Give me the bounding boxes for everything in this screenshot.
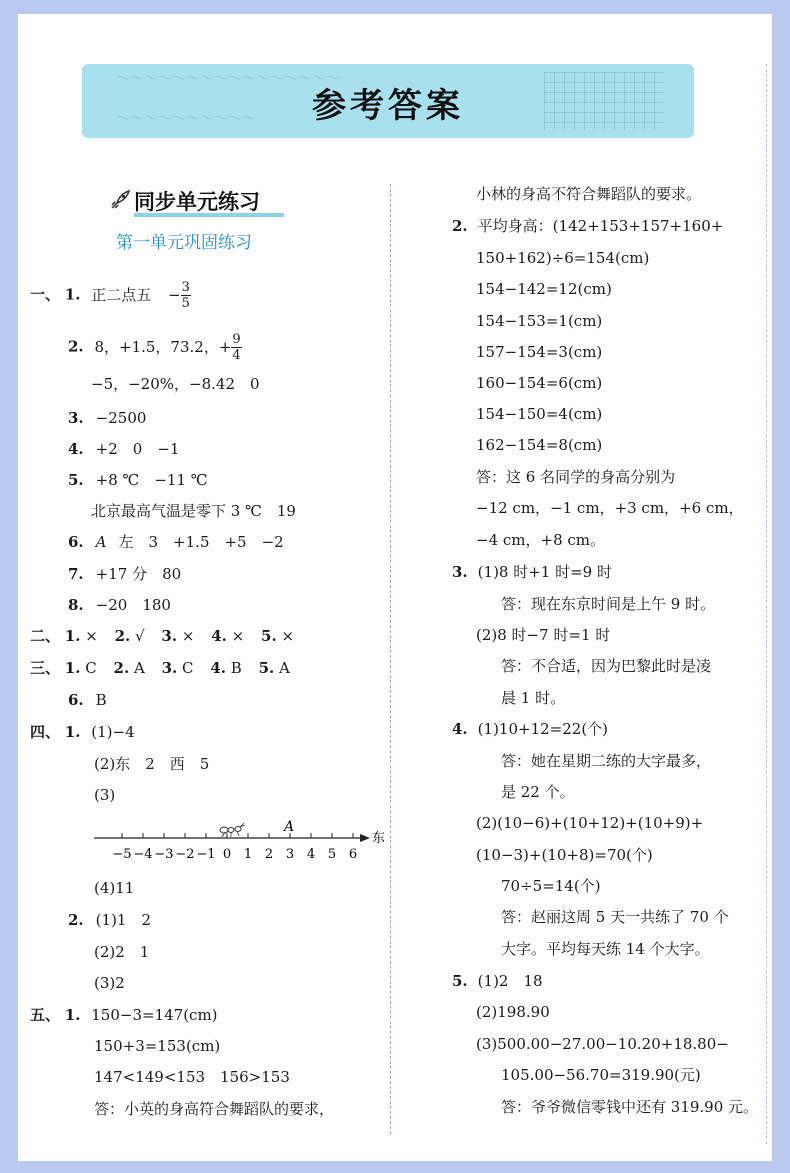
answer-line: −12 cm，−1 cm，+3 cm，+6 cm， <box>476 499 744 517</box>
q-yi-3 <box>68 408 146 428</box>
item-number: 2. <box>114 627 131 645</box>
answer-line: 154−142=12(cm) <box>476 280 612 298</box>
page-edge-line <box>766 64 767 1144</box>
fraction-denominator: 5 <box>181 296 190 311</box>
answer-choice: B <box>230 659 242 677</box>
answer-sign: − <box>168 285 181 304</box>
answer-line: (2)(10−6)+(10+12)+(10+9)+ <box>476 814 704 832</box>
part-er <box>30 626 294 646</box>
answer-line: 答：爷爷微信零钱中还有 319.90 元。 <box>501 1098 759 1116</box>
q-yi-6 <box>68 532 284 552</box>
answer-text: +2 0 −1 <box>95 440 180 458</box>
answer-line: 157−154=3(cm) <box>476 343 603 361</box>
answer-text: (1)−4 <box>91 723 135 741</box>
point-a-label: A <box>284 819 295 835</box>
answer-line: (3)500.00−27.00−10.20+18.80− <box>476 1035 729 1053</box>
answer-line: 154−150=4(cm) <box>476 405 603 423</box>
number-line-tick-label: −1 <box>196 847 216 862</box>
q-r4 <box>452 719 608 739</box>
item-number: 2. <box>113 659 130 677</box>
answer-line: 北京最高气温是零下 3 ℃ 19 <box>91 502 296 520</box>
answer-text: (1)8 时+1 时=9 时 <box>477 563 612 581</box>
answer-line: (3)2 <box>94 974 125 992</box>
answer-line: 70÷5=14(个) <box>501 877 601 895</box>
q-r3 <box>452 562 612 582</box>
answer-choice: A <box>133 659 145 677</box>
answer-mark: × <box>281 627 295 645</box>
item-number: 4. <box>452 720 468 738</box>
rocket-icon <box>108 188 132 212</box>
q-san-6 <box>68 690 107 710</box>
answer-text: 150−3=147(cm) <box>91 1006 218 1024</box>
item-number: 1. <box>64 627 81 645</box>
item-number: 3. <box>68 409 84 427</box>
q-r2 <box>452 216 723 236</box>
answer-mark: × <box>181 627 195 645</box>
q-yi-2 <box>68 332 242 363</box>
section-title-text: 同步单元练习 <box>134 190 260 214</box>
answer-line: (2)东 2 西 5 <box>94 755 210 773</box>
answer-line: 晨 1 时。 <box>501 689 566 707</box>
answer-line: 答：这 6 名同学的身高分别为 <box>476 468 676 486</box>
q-wu-1 <box>30 1005 218 1025</box>
answer-line: 大字。平均每天练 14 个大字。 <box>501 940 710 958</box>
number-line <box>92 819 386 868</box>
section-title <box>108 186 308 216</box>
item-number: 8. <box>68 596 84 614</box>
q-yi-1 <box>30 280 191 311</box>
number-line-tick-label: 2 <box>264 847 274 862</box>
number-line-tick-label: 6 <box>348 847 358 862</box>
direction-label: 东 <box>372 831 386 846</box>
part-label: 一、 <box>30 285 61 304</box>
answer-line: 105.00−56.70=319.90(元) <box>501 1066 701 1084</box>
fraction-denominator: 4 <box>232 348 241 363</box>
answer-choice: C <box>85 659 97 677</box>
answer-line: 154−153=1(cm) <box>476 312 603 330</box>
q-si-2 <box>68 910 151 930</box>
answer-line: 160−154=6(cm) <box>476 374 603 392</box>
answer-text: +8 ℃ −11 ℃ <box>95 471 208 489</box>
q-yi-8 <box>68 595 171 615</box>
answer-text: −2500 <box>95 409 147 427</box>
number-line-tick-label: 4 <box>306 847 316 862</box>
answer-line: 147<149<153 156>153 <box>94 1068 290 1086</box>
answer-line: 答：不合适，因为巴黎此时是凌 <box>501 657 712 675</box>
number-line-tick-label: −2 <box>175 847 195 862</box>
item-number: 1. <box>64 723 81 741</box>
page-title: 参考答案 <box>312 86 464 126</box>
part-label: 二、 <box>30 627 61 645</box>
q-yi-4 <box>68 439 179 459</box>
ant-icon <box>220 823 245 837</box>
answer-line: 162−154=8(cm) <box>476 436 603 454</box>
banner-background-text: 〜〜〜〜〜〜〜〜〜〜〜〜〜〜〜〜 <box>116 71 340 87</box>
answer-text: (1)2 18 <box>477 972 543 990</box>
part-label: 三、 <box>30 659 61 677</box>
answer-line: (10−3)+(10+8)=70(个) <box>476 846 653 864</box>
answer-mark: √ <box>135 627 145 645</box>
part-san <box>30 658 290 678</box>
answer-line: −5，−20%，−8.42 0 <box>91 375 260 393</box>
item-number: 1. <box>64 1006 81 1024</box>
point-label: A <box>95 533 107 551</box>
item-number: 3. <box>161 627 178 645</box>
answer-text: 8，+1.5，73.2，+ <box>94 337 232 356</box>
item-number: 5. <box>258 659 275 677</box>
number-line-tick-label: 5 <box>327 847 337 862</box>
item-number: 5. <box>68 471 84 489</box>
item-number: 2. <box>68 911 84 929</box>
answer-line: (2)2 1 <box>94 943 150 961</box>
answer-text: (1)1 2 <box>95 911 152 929</box>
answer-line: −4 cm，+8 cm。 <box>476 531 606 549</box>
item-number: 3. <box>161 659 178 677</box>
item-number: 5. <box>261 627 277 645</box>
answer-text: 左 3 +1.5 +5 −2 <box>118 533 284 551</box>
answer-choice: B <box>95 691 107 709</box>
section-subtitle: 第一单元巩固练习 <box>116 233 252 253</box>
q-r5 <box>452 971 543 991</box>
q-yi-5 <box>68 470 208 490</box>
title-banner <box>82 64 694 138</box>
q-si-1 <box>30 722 135 742</box>
q-yi-7 <box>68 564 181 584</box>
item-number: 5. <box>452 972 468 990</box>
answer-text: (1)10+12=22(个) <box>477 720 609 738</box>
number-line-tick-label: 0 <box>222 847 232 862</box>
item-number: 1. <box>64 285 81 304</box>
answer-line: 答：赵丽这周 5 天一共练了 70 个 <box>501 908 729 926</box>
number-line-tick-label: −4 <box>133 847 153 862</box>
answer-line: 答：小英的身高符合舞蹈队的要求， <box>94 1100 335 1118</box>
answer-line: 答：现在东京时间是上午 9 时。 <box>501 595 716 613</box>
answer-line: 150+3=153(cm) <box>94 1037 221 1055</box>
answer-line: (4)11 <box>94 879 135 897</box>
item-number: 4. <box>68 440 84 458</box>
number-line-tick-label: −3 <box>154 847 174 862</box>
answer-text: +17 分 80 <box>95 565 182 583</box>
item-number: 6. <box>68 691 84 709</box>
answer-text: 平均身高：(142+153+157+160+ <box>477 217 724 235</box>
item-number: 3. <box>452 563 468 581</box>
part-label: 四、 <box>30 723 61 741</box>
answer-line: 是 22 个。 <box>501 783 575 801</box>
item-number: 1. <box>64 659 81 677</box>
answer-choice: A <box>279 659 290 677</box>
fraction <box>181 280 191 311</box>
part-label: 五、 <box>30 1006 61 1024</box>
answer-choice: C <box>182 659 194 677</box>
fraction-numerator: 9 <box>232 332 241 347</box>
answer-line: 答：她在星期二练的大字最多， <box>501 752 712 770</box>
fraction <box>231 332 241 363</box>
answer-text: 正二点五 <box>91 285 152 304</box>
answer-mark: × <box>231 627 245 645</box>
answer-line: 150+162)÷6=154(cm) <box>476 249 650 267</box>
number-line-tick-label: 1 <box>243 847 253 862</box>
banner-background-text: 〜〜〜〜〜〜〜〜〜〜 <box>116 111 256 127</box>
answer-text: −20 180 <box>95 596 171 614</box>
item-number: 7. <box>68 565 84 583</box>
answer-line: 小林的身高不符合舞蹈队的要求。 <box>476 185 702 203</box>
item-number: 2. <box>452 217 468 235</box>
item-number: 4. <box>211 627 227 645</box>
answer-mark: × <box>85 627 98 645</box>
column-divider <box>390 184 391 1134</box>
number-line-tick-label: 3 <box>285 847 295 862</box>
number-line-tick-label: −5 <box>112 847 132 862</box>
item-number: 4. <box>210 659 226 677</box>
item-number: 2. <box>68 337 84 356</box>
answer-line: (3) <box>94 786 116 804</box>
answer-line: (2)198.90 <box>476 1003 550 1021</box>
item-number: 6. <box>68 533 84 551</box>
fraction-numerator: 3 <box>181 280 190 295</box>
answer-page <box>18 14 772 1161</box>
answer-line: (2)8 时−7 时=1 时 <box>476 626 611 644</box>
